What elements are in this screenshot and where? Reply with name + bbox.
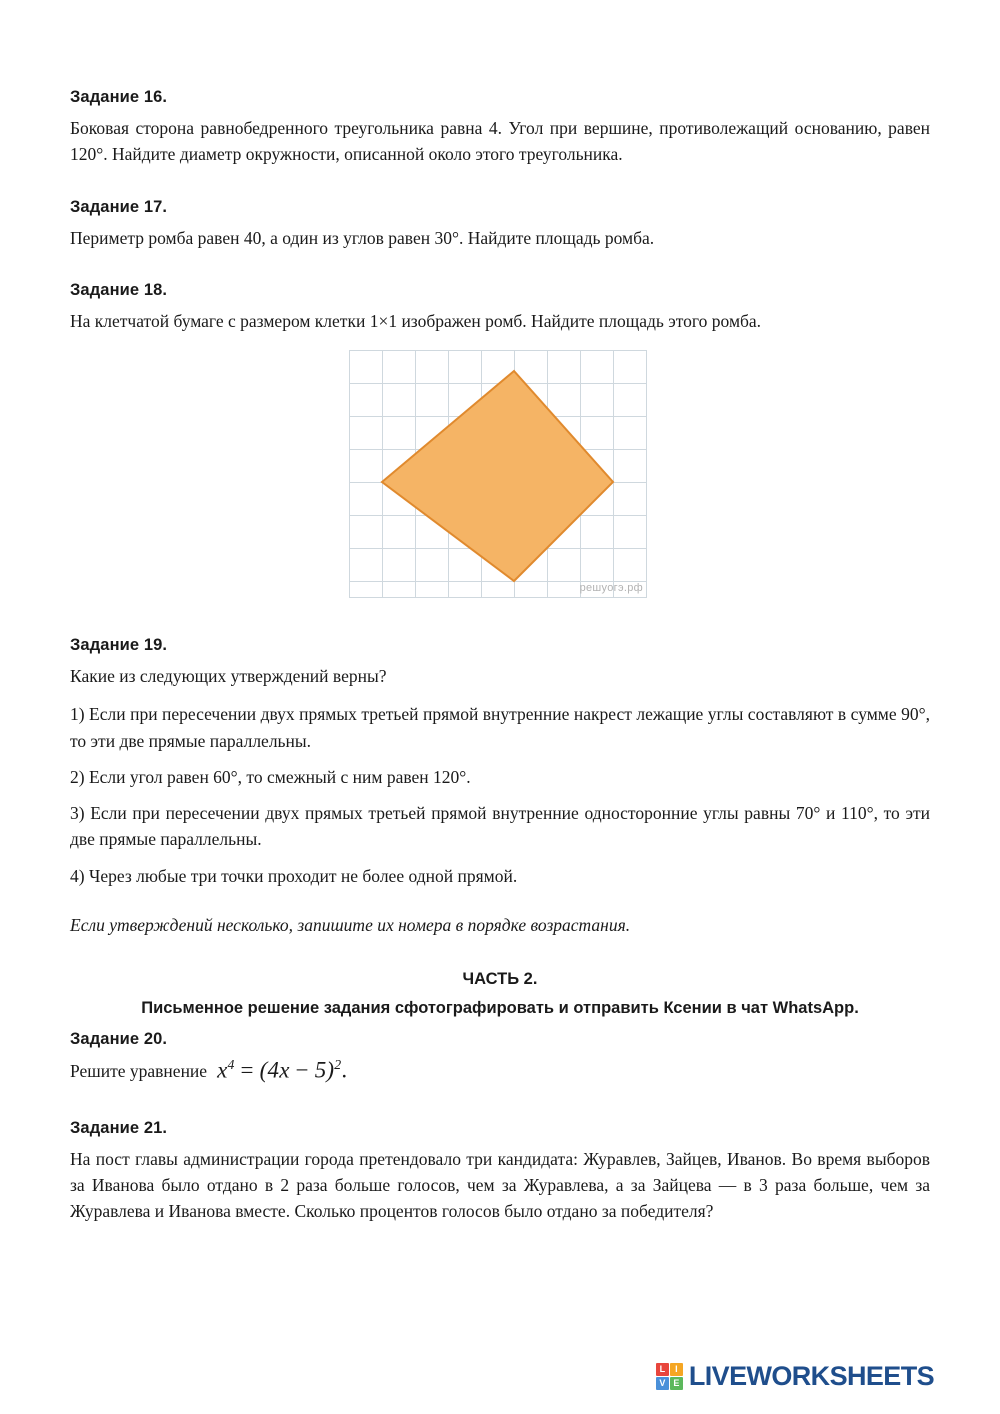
rhombus-grid-figure bbox=[349, 350, 651, 602]
badge-letter-e: E bbox=[670, 1377, 683, 1390]
badge-letter-l: L bbox=[656, 1363, 669, 1376]
task-19-text: Какие из следующих утверждений верны? bbox=[70, 666, 387, 686]
badge-letter-v: V bbox=[656, 1377, 669, 1390]
task-16-text: Боковая сторона равнобедренного треугольника равна 4. Угол при вершине, противолежащий основанию, равен 120°. Найдите диаметр окружности, описанной около этого треугольника. bbox=[70, 118, 930, 165]
task-18 bbox=[70, 281, 930, 602]
task-20-lead: Решите уравнение bbox=[70, 1061, 208, 1082]
task-21-title: Задание 21. bbox=[70, 1118, 168, 1137]
task-17 bbox=[70, 198, 930, 251]
task-19-statement-3: 3) Если при пересечении двух прямых третьей прямой внутренние односторонние углы равны 70° и 110°, то эти две прямые параллельны. bbox=[70, 803, 930, 850]
figure-watermark: решуогэ.рф bbox=[579, 582, 643, 594]
task-19-note: Если утверждений несколько, запишите их номера в порядке возрастания. bbox=[70, 914, 631, 935]
liveworksheets-logo bbox=[656, 1361, 934, 1392]
task-16-title: Задание 16. bbox=[70, 88, 168, 106]
task-19 bbox=[70, 636, 930, 936]
task-21 bbox=[70, 1119, 930, 1225]
task-20-equation: $x^4 = (4x - 5)^2$. bbox=[217, 1056, 348, 1083]
task-20 bbox=[70, 1030, 930, 1085]
task-17-text: Периметр ромба равен 40, а один из углов равен 30°. Найдите площадь ромба. bbox=[70, 227, 655, 248]
part-2-heading: ЧАСТЬ 2. bbox=[462, 969, 538, 988]
task-19-statement-2: 2) Если угол равен 60°, то смежный с ним равен 120°. bbox=[70, 766, 471, 787]
task-19-statement-1: 1) Если при пересечении двух прямых третьей прямой внутренние накрест лежащие углы составляют в сумме 90°, то эти две прямые параллельны. bbox=[70, 704, 930, 751]
task-18-title: Задание 18. bbox=[70, 280, 168, 299]
badge-letter-i: I bbox=[670, 1363, 683, 1376]
liveworksheets-badge-icon bbox=[656, 1363, 683, 1390]
task-21-text: На пост главы администрации города претендовало три кандидата: Журавлев, Зайцев, Иванов. Во время выборов за Иванова было отдано в 2 раза больше голосов, чем за Журавлева, а за Зайцева — в 3 раза больше, чем за Журавлева и Иванова вместе. Сколько процентов голосов было отдано за победителя? bbox=[70, 1148, 930, 1222]
task-19-title: Задание 19. bbox=[70, 636, 168, 654]
rhombus-figure-wrapper bbox=[70, 350, 930, 602]
task-20-equation-line bbox=[70, 1057, 930, 1085]
part-2 bbox=[70, 970, 930, 1225]
task-18-text: На клетчатой бумаге с размером клетки 1×1 изображен ромб. Найдите площадь этого ромба. bbox=[70, 310, 762, 331]
liveworksheets-wordmark: LIVEWORKSHEETS bbox=[688, 1361, 934, 1391]
task-19-statement-4: 4) Через любые три точки проходит не более одной прямой. bbox=[70, 865, 518, 886]
task-16 bbox=[70, 88, 930, 168]
rhombus-svg bbox=[349, 350, 651, 602]
part-2-subheading: Письменное решение задания сфотографировать и отправить Ксении в чат WhatsApp. bbox=[141, 998, 859, 1017]
task-20-title: Задание 20. bbox=[70, 1029, 168, 1048]
task-17-title: Задание 17. bbox=[70, 197, 168, 216]
